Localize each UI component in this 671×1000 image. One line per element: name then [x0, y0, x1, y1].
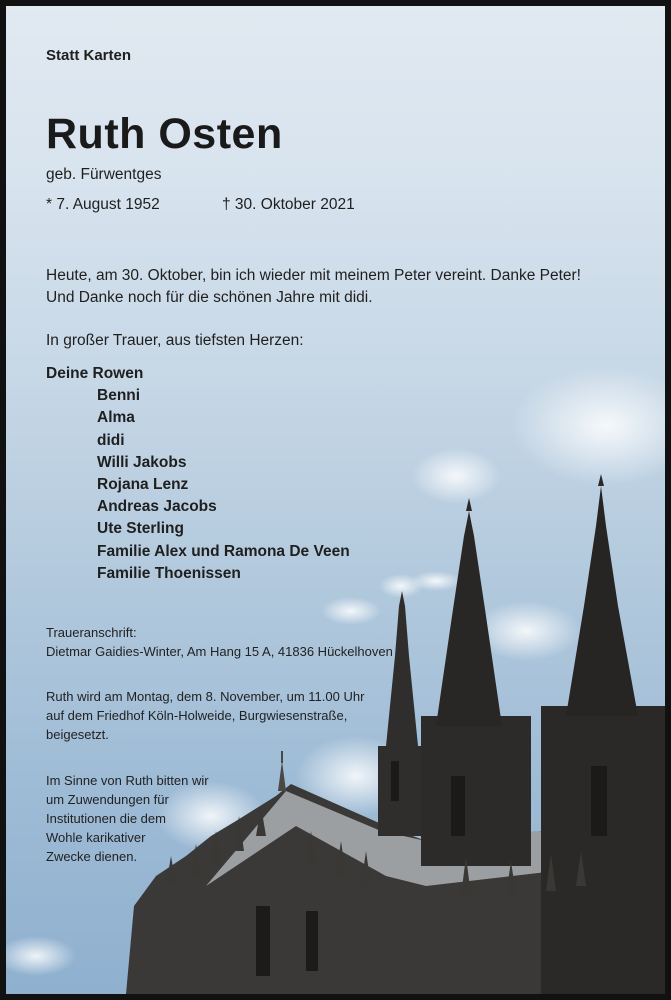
birth-date: * 7. August 1952 [46, 196, 160, 213]
mourner-name: Familie Thoenissen [97, 564, 241, 582]
donation-line: Wohle karikativer [46, 830, 146, 845]
donation-line: Im Sinne von Ruth bitten wir [46, 773, 209, 788]
mourner-name: Familie Alex und Ramona De Veen [97, 542, 350, 560]
mourning-address [46, 623, 393, 661]
donation-line: Institutionen die dem [46, 811, 166, 826]
deceased-name: Ruth Osten [46, 110, 283, 158]
burial-line: auf dem Friedhof Köln-Holweide, Burgwiesenstraße, [46, 708, 348, 723]
donation-line: um Zuwendungen für [46, 792, 169, 807]
burial-line: beigesetzt. [46, 727, 109, 742]
address-line: Traueranschrift: [46, 625, 137, 640]
mourner-name: Benni [97, 387, 141, 405]
maiden-name: geb. Fürwentges [46, 166, 162, 183]
mourners-list [46, 363, 350, 585]
notice-kicker: Statt Karten [46, 47, 132, 64]
message-line: Und Danke noch für die schönen Jahre mit didi. [46, 289, 373, 306]
donation-request [46, 771, 209, 866]
mourner-name: Deine Rowen [46, 365, 144, 382]
burial-info [46, 687, 364, 744]
mourner-name: Andreas Jacobs [97, 498, 217, 516]
address-line: Dietmar Gaidies-Winter, Am Hang 15 A, 41836 Hückelhoven [46, 644, 393, 659]
mourner-name: Rojana Lenz [97, 475, 189, 493]
donation-line: Zwecke dienen. [46, 849, 138, 864]
burial-line: Ruth wird am Montag, dem 8. November, um 11.00 Uhr [46, 689, 365, 704]
mourner-name: Alma [97, 409, 135, 427]
mourning-intro: In großer Trauer, aus tiefsten Herzen: [46, 332, 304, 349]
message-line: Heute, am 30. Oktober, bin ich wieder mit meinem Peter vereint. Danke Peter! [46, 267, 581, 284]
mourner-name: Ute Sterling [97, 520, 184, 538]
personal-message [46, 265, 581, 309]
mourner-name: didi [97, 431, 125, 449]
death-date: † 30. Oktober 2021 [222, 196, 355, 213]
mourner-name: Willi Jakobs [97, 453, 187, 471]
